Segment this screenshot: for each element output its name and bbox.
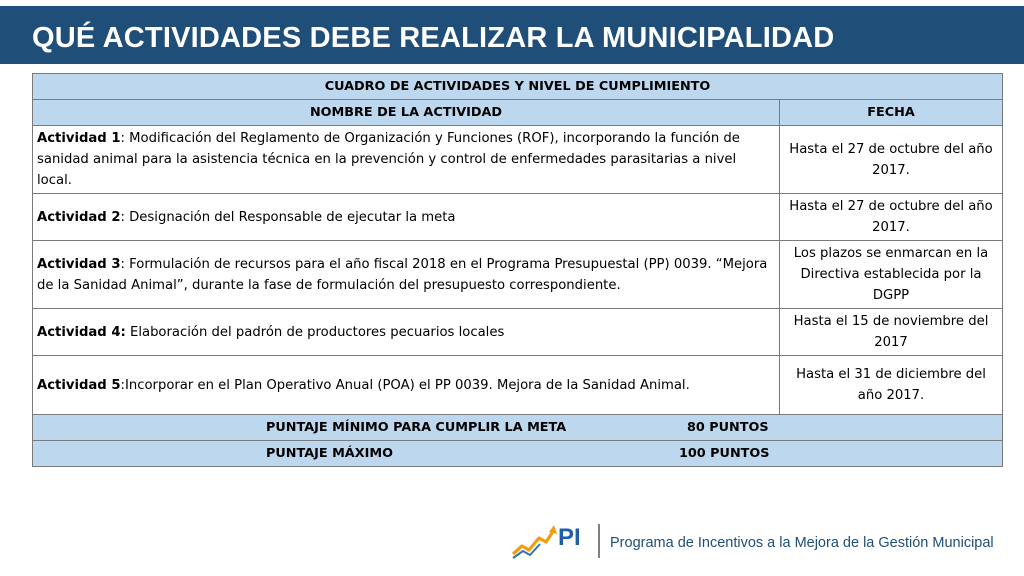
- max-score-row: [33, 441, 1003, 467]
- max-score-label: PUNTAJE MÁXIMO: [266, 446, 393, 461]
- activity-desc: Elaboración del padrón de productores pecuarios locales: [125, 324, 505, 340]
- activity-desc: : Modificación del Reglamento de Organización y Funciones (ROF), incorporando la función de sanidad animal para la asistencia técnica en la prevención y control de enfermedades parasitarias a nivel local.: [37, 131, 740, 188]
- date-cell: Hasta el 27 de octubre del año 2017.: [780, 126, 1003, 194]
- activities-table: [32, 73, 1003, 467]
- max-score-wrap: [37, 443, 998, 464]
- activity-label: Actividad 1: [37, 131, 121, 146]
- footer-divider: [598, 524, 600, 558]
- logo-pi-text: PI: [558, 524, 581, 551]
- activity-cell: [33, 126, 780, 194]
- header-activity: NOMBRE DE LA ACTIVIDAD: [33, 100, 780, 126]
- activity-desc: : Formulación de recursos para el año fiscal 2018 en el Programa Presupuestal (PP) 0039. “Mejora de la Sanidad Animal”, durante la fase de formulación del presupuesto correspondiente.: [37, 256, 768, 293]
- activity-cell: [33, 356, 780, 415]
- table-row: [33, 356, 1003, 415]
- slide-title: QUÉ ACTIVIDADES DEBE REALIZAR LA MUNICIPALIDAD: [32, 22, 835, 54]
- min-score-label: PUNTAJE MÍNIMO PARA CUMPLIR LA META: [266, 420, 567, 435]
- date-cell: Hasta el 27 de octubre del año 2017.: [780, 194, 1003, 241]
- table-row: [33, 194, 1003, 241]
- min-score-value: 80 PUNTOS: [687, 420, 769, 435]
- activity-desc: : Designación del Responsable de ejecutar la meta: [120, 209, 456, 225]
- program-name: Programa de Incentivos a la Mejora de la Gestión Municipal: [610, 535, 994, 551]
- date-cell: Hasta el 15 de noviembre del 2017: [780, 309, 1003, 356]
- table-row: [33, 309, 1003, 356]
- header-date: FECHA: [780, 100, 1003, 126]
- activity-label: Actividad 5: [37, 377, 121, 393]
- activity-label: Actividad 3: [37, 256, 121, 272]
- activity-label: Actividad 4:: [37, 324, 126, 340]
- table-header-row: [33, 100, 1003, 126]
- max-score-value: 100 PUNTOS: [679, 446, 770, 461]
- min-score-row: [33, 415, 1003, 441]
- footer: [510, 520, 1010, 564]
- table-row: [33, 241, 1003, 309]
- date-cell: Hasta el 31 de diciembre del año 2017.: [780, 356, 1003, 415]
- min-score-wrap: [37, 417, 998, 438]
- date-cell: Los plazos se enmarcan en la Directiva establecida por la DGPP: [780, 241, 1003, 309]
- table-caption-row: [33, 74, 1003, 100]
- activity-cell: [33, 309, 780, 356]
- activity-cell: [33, 194, 780, 241]
- table-row: [33, 126, 1003, 194]
- activity-label: Actividad 2: [37, 209, 121, 225]
- activity-desc: :Incorporar en el Plan Operativo Anual (POA) el PP 0039. Mejora de la Sanidad Animal.: [120, 377, 690, 393]
- chart-arrow-logo-icon: [510, 520, 558, 560]
- activity-cell: [33, 241, 780, 309]
- program-logo: [510, 520, 592, 560]
- table-caption: CUADRO DE ACTIVIDADES Y NIVEL DE CUMPLIMIENTO: [33, 74, 1003, 100]
